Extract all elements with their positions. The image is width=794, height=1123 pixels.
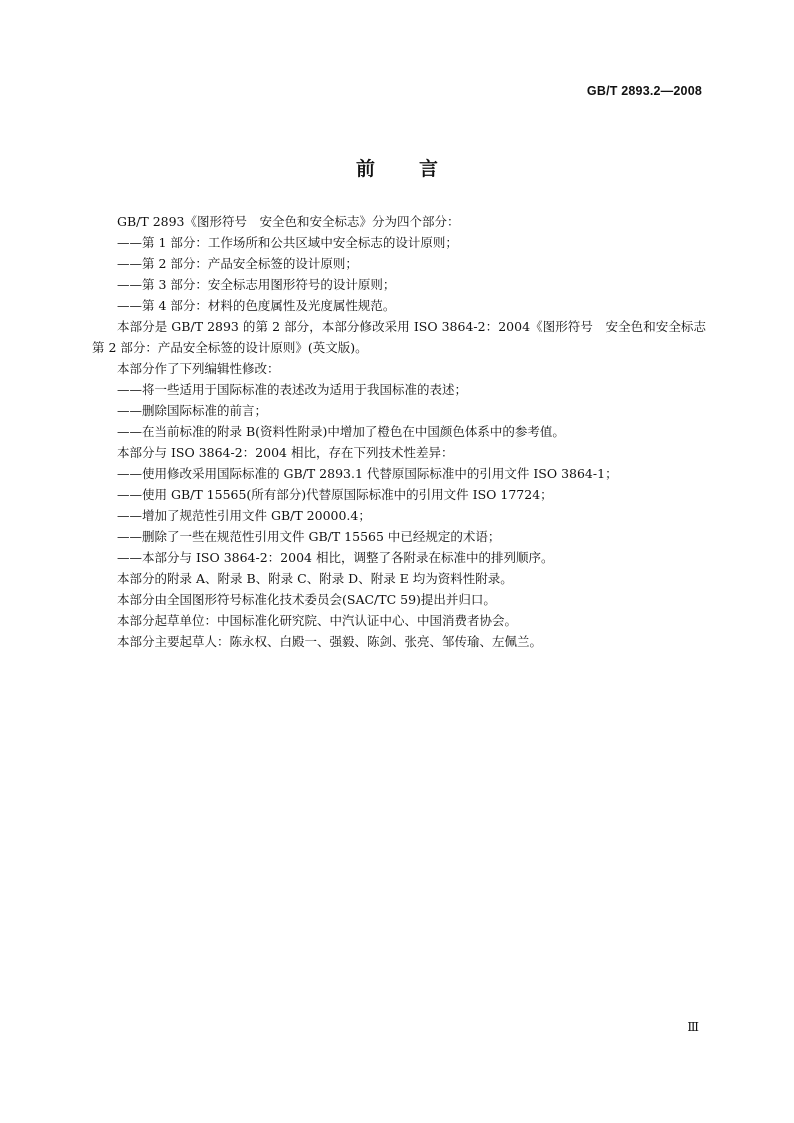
list-item-technical-4: ——删除了一些在规范性引用文件 GB/T 15565 中已经规定的术语； xyxy=(117,529,501,544)
list-item-editorial-1: ——将一些适用于国际标准的表述改为适用于我国标准的表述； xyxy=(117,382,468,397)
foreword-body xyxy=(92,211,719,652)
paragraph-drafting-units: 本部分起草单位：中国标准化研究院、中汽认证中心、中国消费者协会。 xyxy=(117,613,518,628)
list-item-part-2: ——第 2 部分：产品安全标签的设计原则； xyxy=(117,256,358,271)
list-item-editorial-2: ——删除国际标准的前言； xyxy=(117,403,268,418)
paragraph-proposer: 本部分由全国图形符号标准化技术委员会(SAC/TC 59)提出并归口。 xyxy=(117,592,496,607)
list-item-technical-5: ——本部分与 ISO 3864-2：2004 相比，调整了各附录在标准中的排列顺序。 xyxy=(117,550,554,565)
paragraph-annexes: 本部分的附录 A、附录 B、附录 C、附录 D、附录 E 均为资料性附录。 xyxy=(117,571,513,586)
paragraph-technical-intro: 本部分与 ISO 3864-2：2004 相比，存在下列技术性差异： xyxy=(117,445,454,460)
list-item-part-4: ——第 4 部分：材料的色度属性及光度属性规范。 xyxy=(117,298,396,313)
list-item-technical-1: ——使用修改采用国际标准的 GB/T 2893.1 代替原国际标准中的引用文件 ISO 3864-1； xyxy=(117,466,618,481)
page-number: Ⅲ xyxy=(687,1020,699,1034)
title-char-1: 前 xyxy=(355,158,375,180)
paragraph-intro: GB/T 2893《图形符号 安全色和安全标志》分为四个部分： xyxy=(117,214,460,229)
paragraph-drafters: 本部分主要起草人：陈永权、白殿一、强毅、陈剑、张亮、邹传瑜、左佩兰。 xyxy=(117,634,543,649)
title-char-2: 言 xyxy=(419,158,439,180)
list-item-technical-3: ——增加了规范性引用文件 GB/T 20000.4； xyxy=(117,508,371,523)
page-title xyxy=(0,154,794,181)
paragraph-editorial-intro: 本部分作了下列编辑性修改： xyxy=(117,361,280,376)
list-item-technical-2: ——使用 GB/T 15565(所有部分)代替原国际标准中的引用文件 ISO 17724； xyxy=(117,487,553,502)
standard-number: GB/T 2893.2—2008 xyxy=(586,84,702,98)
list-item-part-3: ——第 3 部分：安全标志用图形符号的设计原则； xyxy=(117,277,396,292)
paragraph-adoption: 本部分是 GB/T 2893 的第 2 部分，本部分修改采用 ISO 3864-2：2004《图形符号 安全色和安全标志 第 2 部分：产品安全标签的设计原则》(英文版)。 xyxy=(92,319,719,355)
list-item-part-1: ——第 1 部分：工作场所和公共区域中安全标志的设计原则； xyxy=(117,235,458,250)
list-item-editorial-3: ——在当前标准的附录 B(资料性附录)中增加了橙色在中国颜色体系中的参考值。 xyxy=(117,424,565,439)
